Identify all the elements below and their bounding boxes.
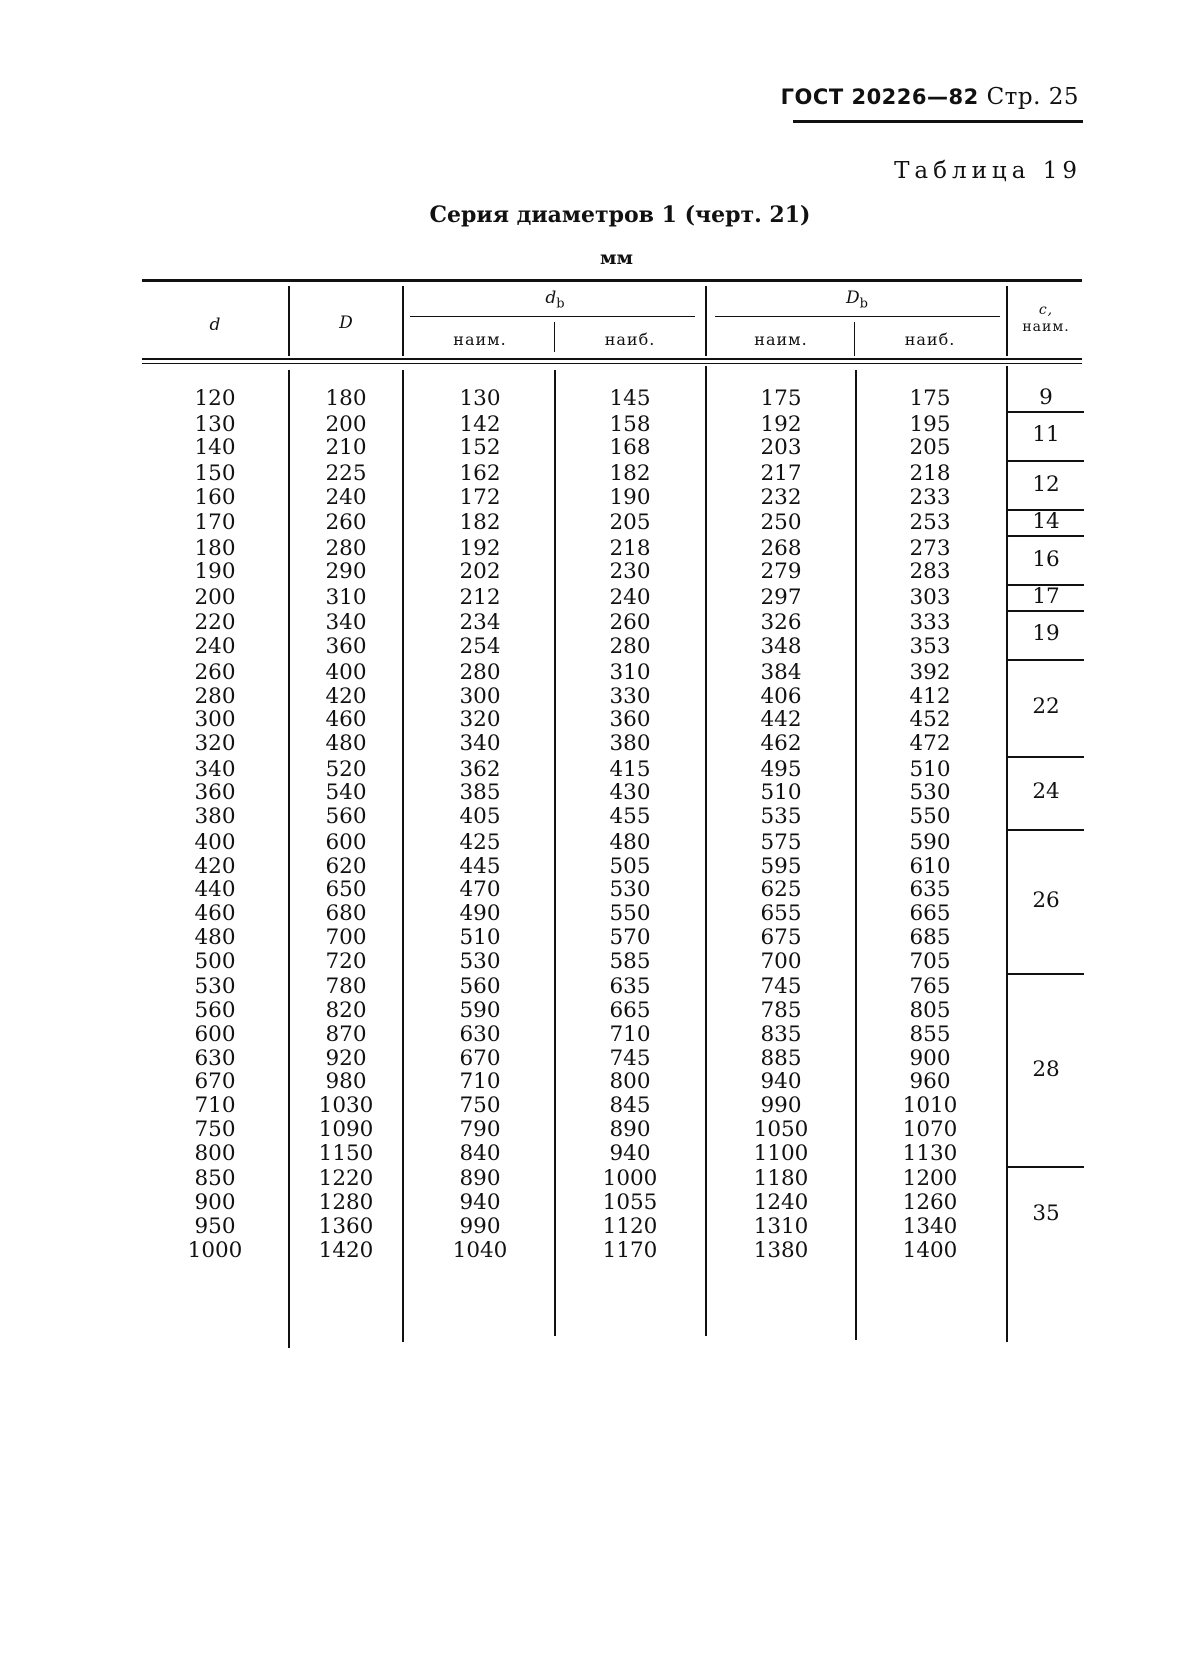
table-cell: 130 [459, 386, 501, 411]
table-cell: 650 [325, 877, 367, 903]
table-cell: 320 [194, 731, 236, 757]
c-value: 12 [1032, 471, 1060, 497]
table-cell: 750 [194, 1117, 236, 1142]
c-value: 11 [1032, 422, 1060, 448]
table-cell: 200 [325, 411, 367, 437]
c-value: 14 [1032, 509, 1060, 535]
table-cell: 535 [760, 804, 802, 830]
c-group-rule [1008, 829, 1084, 831]
table-cell: 510 [760, 780, 802, 806]
col-header-Db-max: наиб. [904, 330, 956, 349]
c-group-rule [1008, 460, 1084, 462]
table-cell: 670 [459, 1045, 501, 1071]
table-cell: 212 [459, 584, 501, 610]
table-cell: 230 [609, 559, 651, 585]
table-cell: 700 [325, 924, 367, 950]
table-cell: 780 [325, 974, 367, 1000]
table-cell: 300 [194, 707, 236, 733]
table-cell: 273 [909, 535, 951, 561]
table-cell: 635 [609, 974, 651, 1000]
table-cell: 1000 [187, 1237, 243, 1263]
table-cell: 440 [194, 877, 236, 903]
c-group-rule [1008, 973, 1084, 975]
table-cell: 765 [909, 974, 951, 1000]
table-cell: 835 [760, 1021, 802, 1047]
table-cell: 400 [194, 829, 236, 855]
table-cell: 200 [194, 584, 236, 610]
table-cell: 380 [609, 731, 651, 757]
table-cell: 1010 [902, 1093, 958, 1119]
table-cell: 520 [325, 756, 367, 782]
table-cell: 820 [325, 998, 367, 1023]
table-cell: 1240 [753, 1190, 809, 1216]
table-cell: 670 [194, 1069, 236, 1095]
table-cell: 560 [325, 804, 367, 830]
table-cell: 120 [194, 386, 236, 411]
table-cell: 940 [760, 1069, 802, 1095]
table-cell: 720 [325, 948, 367, 974]
c-group-rule [1008, 610, 1084, 612]
c-value: 26 [1032, 888, 1060, 914]
table-cell: 310 [325, 584, 367, 610]
table-cell: 348 [760, 634, 802, 660]
col-header-d: d [209, 315, 221, 335]
table-cell: 550 [909, 804, 951, 830]
table-cell: 260 [325, 510, 367, 536]
table-cell: 462 [760, 731, 802, 757]
table-cell: 480 [194, 924, 236, 950]
table-cell: 415 [609, 756, 651, 782]
table-cell: 168 [609, 435, 651, 461]
table-cell: 430 [609, 780, 651, 806]
table-cell: 630 [459, 1021, 501, 1047]
table-cell: 845 [609, 1093, 651, 1119]
table-cell: 550 [609, 901, 651, 927]
table-cell: 192 [459, 535, 501, 561]
table-cell: 280 [194, 683, 236, 709]
table-cell: 425 [459, 829, 501, 855]
table-cell: 217 [760, 460, 802, 486]
table-cell: 710 [194, 1093, 236, 1119]
table-cell: 505 [609, 853, 651, 879]
table-cell: 510 [909, 756, 951, 782]
table-cell: 406 [760, 683, 802, 709]
table-cell: 990 [760, 1093, 802, 1119]
Db-group-rule [715, 316, 1000, 317]
table-cell: 1055 [602, 1190, 658, 1216]
table-cell: 1360 [318, 1213, 374, 1239]
table-cell: 900 [909, 1045, 951, 1071]
table-cell: 225 [325, 460, 367, 486]
table-cell: 234 [459, 610, 501, 636]
c-value: 22 [1032, 694, 1060, 720]
table-cell: 870 [325, 1021, 367, 1047]
table-cell: 172 [459, 484, 501, 510]
table-cell: 890 [609, 1117, 651, 1142]
table-cell: 750 [459, 1093, 501, 1119]
table-cell: 1180 [753, 1166, 809, 1192]
table-cell: 170 [194, 510, 236, 536]
table-cell: 490 [459, 901, 501, 927]
table-cell: 480 [609, 829, 651, 855]
table-cell: 850 [194, 1166, 236, 1192]
table-cell: 460 [325, 707, 367, 733]
table-cell: 254 [459, 634, 501, 660]
table-top-rule [142, 279, 1082, 282]
table-cell: 1380 [753, 1237, 809, 1263]
table-cell: 495 [760, 756, 802, 782]
table-cell: 560 [194, 998, 236, 1023]
c-value: 28 [1032, 1056, 1060, 1082]
table-cell: 160 [194, 484, 236, 510]
table-cell: 900 [194, 1190, 236, 1216]
c-group-rule [1008, 756, 1084, 758]
table-cell: 326 [760, 610, 802, 636]
table-cell: 570 [609, 924, 651, 950]
table-cell: 280 [459, 659, 501, 685]
table-cell: 1030 [318, 1093, 374, 1119]
table-cell: 480 [325, 731, 367, 757]
table-cell: 990 [459, 1213, 501, 1239]
page-header [781, 84, 1079, 110]
table-cell: 220 [194, 610, 236, 636]
db-group-rule [410, 316, 695, 317]
table-cell: 362 [459, 756, 501, 782]
table-cell: 182 [609, 460, 651, 486]
table-cell: 340 [325, 610, 367, 636]
table-cell: 595 [760, 853, 802, 879]
table-cell: 233 [909, 484, 951, 510]
table-cell: 385 [459, 780, 501, 806]
table-cell: 980 [325, 1069, 367, 1095]
table-cell: 1220 [318, 1166, 374, 1192]
table-cell: 150 [194, 460, 236, 486]
table-cell: 635 [909, 877, 951, 903]
table-cell: 855 [909, 1021, 951, 1047]
table-cell: 182 [459, 510, 501, 536]
c-value: 17 [1032, 583, 1060, 609]
table-cell: 1000 [602, 1166, 658, 1192]
c-value: 19 [1032, 621, 1060, 647]
table-cell: 610 [909, 853, 951, 879]
header-bottom-rule [142, 358, 1082, 360]
table-cell: 1150 [318, 1140, 374, 1166]
table-cell: 1070 [902, 1117, 958, 1142]
col-header-db-min: наим. [453, 330, 507, 349]
table-cell: 405 [459, 804, 501, 830]
table-cell: 675 [760, 924, 802, 950]
table-cell: 210 [325, 435, 367, 461]
table-cell: 320 [459, 707, 501, 733]
table-cell: 1340 [902, 1213, 958, 1239]
table-cell: 705 [909, 948, 951, 974]
table-cell: 303 [909, 584, 951, 610]
table-cell: 240 [325, 484, 367, 510]
table-cell: 710 [609, 1021, 651, 1047]
table-cell: 1420 [318, 1237, 374, 1263]
table-cell: 560 [459, 974, 501, 1000]
table-cell: 380 [194, 804, 236, 830]
table-cell: 412 [909, 683, 951, 709]
table-cell: 1310 [753, 1213, 809, 1239]
table-cell: 205 [609, 510, 651, 536]
table-cell: 218 [609, 535, 651, 561]
table-cell: 392 [909, 659, 951, 685]
table-cell: 510 [459, 924, 501, 950]
table-cell: 333 [909, 610, 951, 636]
table-cell: 360 [609, 707, 651, 733]
c-group-rule [1008, 1166, 1084, 1168]
table-cell: 384 [760, 659, 802, 685]
table-cell: 940 [609, 1140, 651, 1166]
table-cell: 840 [459, 1140, 501, 1166]
table-cell: 452 [909, 707, 951, 733]
table-cell: 360 [325, 634, 367, 660]
header-divider-2 [402, 286, 404, 356]
table-cell: 800 [194, 1140, 236, 1166]
table-cell: 290 [325, 559, 367, 585]
table-cell: 175 [909, 386, 951, 411]
table-cell: 530 [194, 974, 236, 1000]
table-cell: 145 [609, 386, 651, 411]
table-cell: 1260 [902, 1190, 958, 1216]
c-group-rule [1008, 411, 1084, 413]
table-cell: 745 [760, 974, 802, 1000]
table-cell: 630 [194, 1045, 236, 1071]
table-cell: 1090 [318, 1117, 374, 1142]
table-cell: 205 [909, 435, 951, 461]
table-cell: 575 [760, 829, 802, 855]
table-cell: 268 [760, 535, 802, 561]
table-cell: 218 [909, 460, 951, 486]
body-divider-2 [402, 370, 404, 1342]
table-cell: 470 [459, 877, 501, 903]
table-cell: 710 [459, 1069, 501, 1095]
table-cell: 800 [609, 1069, 651, 1095]
table-cell: 585 [609, 948, 651, 974]
table-cell: 455 [609, 804, 651, 830]
table-cell: 1130 [902, 1140, 958, 1166]
c-value: 35 [1032, 1201, 1060, 1226]
table-cell: 158 [609, 411, 651, 437]
table-cell: 625 [760, 877, 802, 903]
table-cell: 590 [459, 998, 501, 1023]
table-cell: 360 [194, 780, 236, 806]
header-rule [793, 120, 1083, 123]
table-cell: 279 [760, 559, 802, 585]
table-cell: 600 [325, 829, 367, 855]
table-cell: 140 [194, 435, 236, 461]
table-cell: 253 [909, 510, 951, 536]
table-cell: 530 [459, 948, 501, 974]
table-cell: 655 [760, 901, 802, 927]
table-cell: 540 [325, 780, 367, 806]
table-cell: 700 [760, 948, 802, 974]
c-value: 16 [1032, 546, 1060, 572]
table-cell: 152 [459, 435, 501, 461]
table-cell: 665 [609, 998, 651, 1023]
table-cell: 1040 [452, 1237, 508, 1263]
col-header-D: D [339, 313, 353, 333]
table-cell: 280 [325, 535, 367, 561]
table-cell: 142 [459, 411, 501, 437]
table-cell: 940 [459, 1190, 501, 1216]
standard-number: ГОСТ 20226—82 [780, 85, 979, 109]
table-cell: 442 [760, 707, 802, 733]
col-header-c-min: наим. [1022, 319, 1070, 335]
table-cell: 310 [609, 659, 651, 685]
table-cell: 685 [909, 924, 951, 950]
table-cell: 745 [609, 1045, 651, 1071]
table-cell: 1050 [753, 1117, 809, 1142]
table-cell: 190 [194, 559, 236, 585]
table-cell: 500 [194, 948, 236, 974]
table-cell: 240 [194, 634, 236, 660]
table-cell: 1280 [318, 1190, 374, 1216]
table-cell: 195 [909, 411, 951, 437]
table-cell: 175 [760, 386, 802, 411]
table-cell: 620 [325, 853, 367, 879]
table-cell: 330 [609, 683, 651, 709]
table-cell: 190 [609, 484, 651, 510]
table-cell: 920 [325, 1045, 367, 1071]
table-cell: 180 [325, 386, 367, 411]
table-cell: 340 [194, 756, 236, 782]
c-group-rule [1008, 659, 1084, 661]
table-cell: 460 [194, 901, 236, 927]
table-cell: 785 [760, 998, 802, 1023]
col-header-Db: $D_b$ [846, 288, 868, 312]
table-cell: 202 [459, 559, 501, 585]
table-cell: 950 [194, 1213, 236, 1239]
table-cell: 420 [325, 683, 367, 709]
table-cell: 665 [909, 901, 951, 927]
table-cell: 890 [459, 1166, 501, 1192]
table-cell: 1170 [602, 1237, 658, 1263]
table-label: Таблица 19 [894, 158, 1082, 184]
table-cell: 300 [459, 683, 501, 709]
table-cell: 280 [609, 634, 651, 660]
table-cell: 680 [325, 901, 367, 927]
table-cell: 445 [459, 853, 501, 879]
c-group-rule [1008, 535, 1084, 537]
col-header-Db-min: наим. [754, 330, 808, 349]
table-cell: 805 [909, 998, 951, 1023]
table-cell: 790 [459, 1117, 501, 1142]
table-cell: 885 [760, 1045, 802, 1071]
table-cell: 1200 [902, 1166, 958, 1192]
table-cell: 240 [609, 584, 651, 610]
table-cell: 1400 [902, 1237, 958, 1263]
table-cell: 530 [609, 877, 651, 903]
table-cell: 400 [325, 659, 367, 685]
table-cell: 283 [909, 559, 951, 585]
c-value: 24 [1032, 779, 1060, 805]
table-cell: 203 [760, 435, 802, 461]
table-cell: 1100 [753, 1140, 809, 1166]
col-header-db: $d_b$ [545, 288, 565, 312]
table-cell: 590 [909, 829, 951, 855]
table-cell: 162 [459, 460, 501, 486]
unit-label: мм [600, 247, 634, 269]
page-number: Стр. 25 [986, 84, 1079, 110]
table-cell: 530 [909, 780, 951, 806]
c-value: 9 [1039, 385, 1053, 410]
table-cell: 420 [194, 853, 236, 879]
table-cell: 260 [194, 659, 236, 685]
col-header-db-max: наиб. [604, 330, 656, 349]
table-cell: 472 [909, 731, 951, 757]
table-cell: 250 [760, 510, 802, 536]
table-cell: 960 [909, 1069, 951, 1095]
table-cell: 600 [194, 1021, 236, 1047]
table-cell: 180 [194, 535, 236, 561]
table-cell: 192 [760, 411, 802, 437]
table-cell: 297 [760, 584, 802, 610]
table-cell: 1120 [602, 1213, 658, 1239]
col-header-c: c, [1038, 302, 1054, 318]
table-cell: 340 [459, 731, 501, 757]
table-cell: 353 [909, 634, 951, 660]
table-title: Серия диаметров 1 (черт. 21) [429, 202, 811, 228]
table-cell: 232 [760, 484, 802, 510]
table-cell: 260 [609, 610, 651, 636]
header-bottom-rule-2 [142, 363, 1082, 364]
table-cell: 130 [194, 411, 236, 437]
